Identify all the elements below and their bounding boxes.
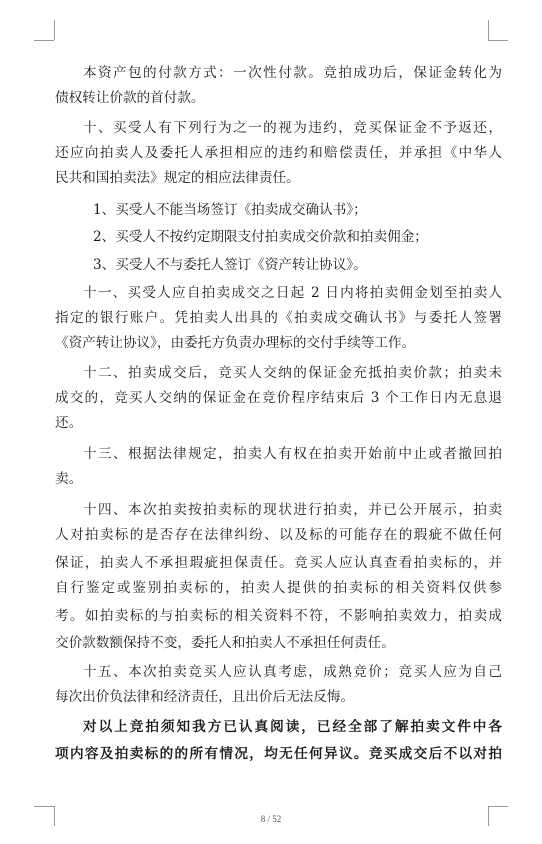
body-line: 指定的银行账户。凭拍卖人出具的《拍卖成交确认书》与委托人签署	[55, 310, 502, 326]
body-line: 人对拍卖标的是否存在法律纠纷、以及标的可能存在的瑕疵不做任何	[55, 527, 502, 543]
body-line: 2、买受人不按约定期限支付拍卖成交价款和拍卖佣金；	[93, 229, 428, 245]
body-line: 十五、本次拍卖竞买人应认真考虑，成熟竞价；竞买人应为自己	[83, 664, 502, 680]
body-line: 十、买受人有下列行为之一的视为违约，竞买保证金不予返还，	[83, 120, 502, 136]
body-line: 保证，拍卖人不承担瑕疵担保责任。竞买人应认真查看拍卖标的，并	[55, 555, 502, 571]
crop-mark-bottom-right-h	[488, 806, 508, 807]
body-line: 民共和国拍卖法》规定的相应法律责任。	[55, 170, 300, 186]
body-line: 本资产包的付款方式：一次性付款。竞拍成功后，保证金转化为	[83, 65, 502, 81]
body-line: 成交的，竞买人交纳的保证金在竞价程序结束后 3 个工作日内无息退	[55, 390, 502, 406]
body-line: 《资产转让协议》，由委托方负责办理标的交付手续等工作。	[55, 335, 416, 351]
body-line: 3、买受人不与委托人签订《资产转让协议》。	[93, 257, 367, 273]
body-line: 债权转让价款的首付款。	[55, 90, 205, 106]
crop-mark-top-left-v	[54, 20, 55, 40]
body-line: 十四、本次拍卖按拍卖标的现状进行拍卖，并已公开展示，拍卖	[83, 502, 502, 518]
declaration-line: 对以上竞拍须知我方已认真阅读，已经全部了解拍卖文件中各	[83, 719, 502, 735]
body-line: 每次出价负法律和经济责任，且出价后无法反悔。	[55, 689, 355, 705]
body-line: 还。	[55, 415, 83, 431]
body-line: 交价款数额保持不变，委托人和拍卖人不承担任何责任。	[55, 635, 395, 651]
body-line: 十一、买受人应自拍卖成交之日起 2 日内将拍卖佣金划至拍卖人	[83, 285, 502, 301]
declaration-line: 项内容及拍卖标的的所有情况，均无任何异议。竞买成交后不以对拍	[55, 746, 502, 762]
page-number: 8 / 52	[260, 814, 282, 824]
body-line: 考。如拍卖标的与拍卖标的相关资料不符，不影响拍卖效力，拍卖成	[55, 608, 502, 624]
body-line: 还应向拍卖人及委托人承担相应的违约和赔偿责任，并承担《中华人	[55, 145, 502, 161]
body-line: 自行鉴定或鉴别拍卖标的，拍卖人提供的拍卖标的相关资料仅供参	[55, 580, 502, 596]
crop-mark-top-left-h	[34, 40, 54, 41]
crop-mark-top-right-h	[488, 40, 508, 41]
crop-mark-top-right-v	[488, 20, 489, 40]
crop-mark-bottom-left-h	[34, 806, 54, 807]
body-line: 1、买受人不能当场签订《拍卖成交确认书》；	[93, 202, 367, 218]
body-line: 十三、根据法律规定，拍卖人有权在拍卖开始前中止或者撤回拍	[83, 446, 502, 462]
body-line: 十二、拍卖成交后，竞买人交纳的保证金充抵拍卖价款；拍卖未	[83, 365, 502, 381]
body-line: 卖。	[55, 471, 83, 487]
